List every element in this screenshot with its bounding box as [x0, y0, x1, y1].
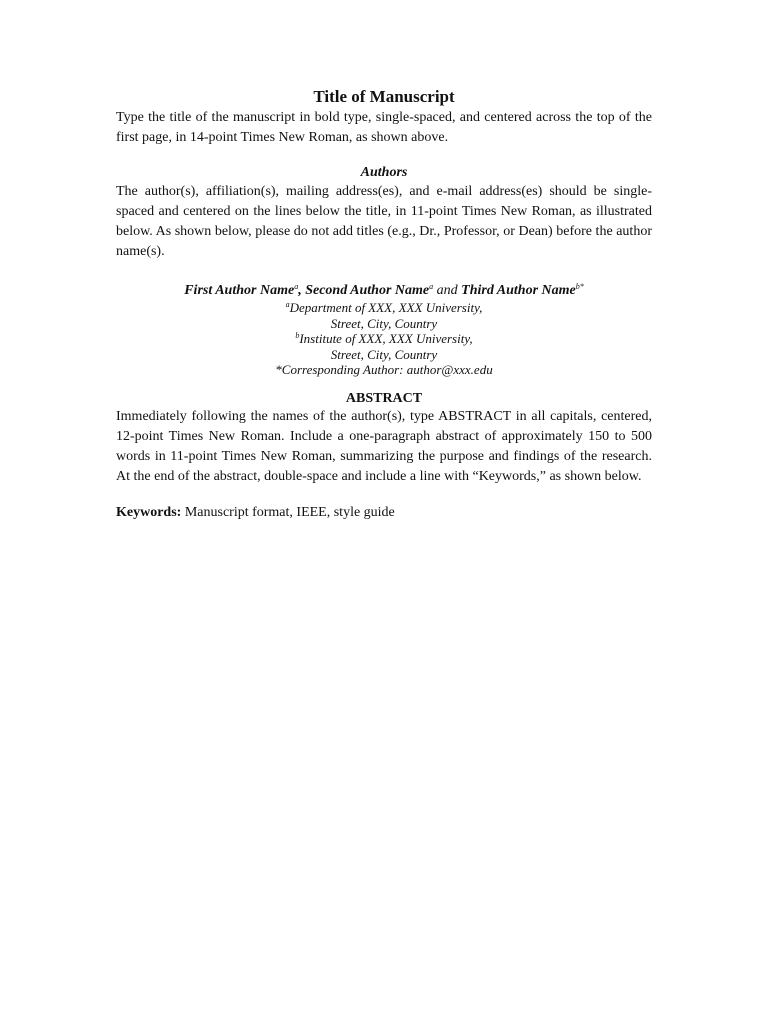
- author-and: and: [433, 283, 462, 298]
- second-author-sup: a: [429, 282, 434, 291]
- affiliation-line: [116, 347, 652, 363]
- affiliation-sup: a: [285, 300, 290, 309]
- affiliation-text: Institute of XXX, XXX University,: [299, 331, 473, 346]
- title-instructions: Type the title of the manuscript in bold type, single-spaced, and centered across the top of the first page, in 14-point Times New Roman, as shown above.: [116, 110, 652, 145]
- affiliation-sup: b: [295, 331, 300, 340]
- keywords-label: Keywords:: [116, 504, 182, 520]
- affiliation-line: [116, 316, 652, 332]
- affiliation-line: [116, 331, 652, 347]
- affiliation-text: Street, City, Country: [330, 315, 438, 331]
- affiliation-text: Street, City, Country: [330, 346, 438, 362]
- page-title: Title of Manuscript: [313, 87, 455, 106]
- corresponding-author: [116, 362, 652, 378]
- affiliation-line: [116, 300, 652, 316]
- keywords-line: [116, 504, 652, 522]
- corresponding-author-text: *Corresponding Author: author@xxx.edu: [275, 362, 493, 377]
- manuscript-page: [116, 86, 652, 522]
- third-author-name: Third Author Name: [461, 283, 576, 298]
- authors-heading: Authors: [360, 165, 408, 180]
- author-separator: ,: [298, 283, 306, 298]
- affiliation-text: Department of XXX, XXX University,: [289, 300, 483, 315]
- abstract-heading: ABSTRACT: [345, 390, 423, 406]
- third-author-sup: b*: [575, 282, 584, 291]
- second-author-name: Second Author Name: [305, 283, 430, 298]
- author-names-line: [116, 282, 652, 300]
- keywords-text: Manuscript format, IEEE, style guide: [181, 504, 395, 520]
- authors-instructions: The author(s), affiliation(s), mailing address(es), and e-mail address(es) should be single-spaced and centered on the lines below the title, in 11-point Times New Roman, as illustrated below. As shown below, please do not add titles (e.g., Dr., Professor, or Dean) before the author name(s).: [116, 184, 652, 259]
- first-author-sup: a: [294, 282, 299, 291]
- first-author-name: First Author Name: [184, 283, 295, 298]
- abstract-instructions: Immediately following the names of the author(s), type ABSTRACT in all capitals, centered, 12-point Times New Roman. Include a one-paragraph abstract of approximately 150 to 500 words in 11-point Times New Roman, summarizing the purpose and findings of the research. At the end of the abstract, double-space and include a line with “Keywords,” as shown below.: [116, 408, 652, 484]
